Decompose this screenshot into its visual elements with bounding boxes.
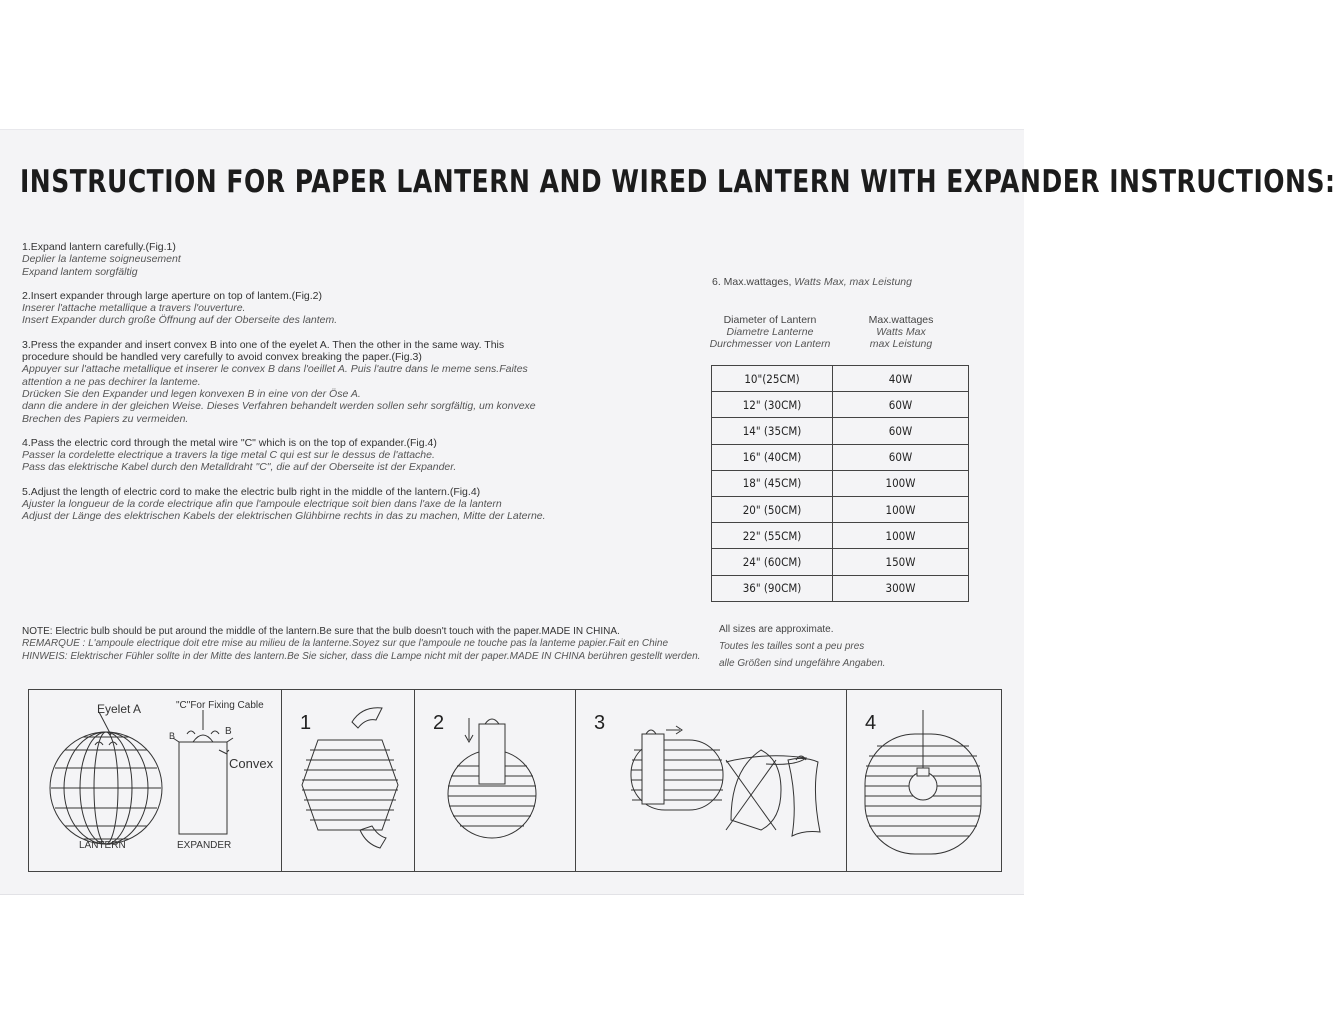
figures-strip <box>28 689 1002 872</box>
max-wattage-cell: 300W <box>833 575 969 601</box>
step-5-de: Adjust der Länge des elektrischen Kabels der elektrischen Glühbirne rechts in das zu machen, Mitte der Laterne. <box>22 510 546 523</box>
fixing-cable-label: "C"For Fixing Cable <box>176 700 264 711</box>
max-wattage-cell: 100W <box>833 496 969 522</box>
wattage-heading-plain: 6. Max.wattages, <box>712 276 795 288</box>
step-5-fr: Ajuster la longueur de la corde electrique afin que l'ampoule electrique soit bien dans l'axe de la lantern <box>22 498 502 511</box>
figure-1 <box>282 690 415 871</box>
max-wattage-cell: 100W <box>833 470 969 496</box>
step-1-fr: Deplier la lanteme soigneusement <box>22 253 181 266</box>
lantern-size-cell: 16" (40CM) <box>712 444 833 470</box>
wattage-row <box>712 392 969 418</box>
step-2-fr: Inserer l'attache metallique a travers l'ouverture. <box>22 302 246 315</box>
wattage-row <box>712 523 969 549</box>
wattage-heading <box>712 276 912 288</box>
step-4-en: 4.Pass the electric cord through the metal wire "C" which is on the top of expander.(Fig.4) <box>22 436 437 449</box>
figure-1-number: 1 <box>300 712 312 734</box>
wattage-row <box>712 366 969 392</box>
max-wattage-cell: 100W <box>833 523 969 549</box>
sizes-de: alle Größen sind ungefähre Angaben. <box>719 658 886 669</box>
figure-parts <box>29 690 282 871</box>
col2-de: max Leistung <box>869 338 933 350</box>
figure-2 <box>415 690 576 871</box>
max-wattage-cell: 60W <box>833 444 969 470</box>
step-3-en-line2: procedure should be handled very carefully to avoid convex breaking the paper.(Fig.3) <box>22 351 422 364</box>
step-3-fr-line2: attention a ne pas dechirer la lanteme. <box>22 375 201 388</box>
wattage-heading-italic: Watts Max, max Leistung <box>794 276 912 288</box>
wattage-row <box>712 549 969 575</box>
note-block <box>22 626 700 663</box>
lantern-size-cell: 20" (50CM) <box>712 496 833 522</box>
lantern-size-cell: 36" (90CM) <box>712 575 833 601</box>
wattage-row <box>712 418 969 444</box>
lantern-size-cell: 12" (30CM) <box>712 392 833 418</box>
max-wattage-cell: 150W <box>833 549 969 575</box>
col1-de: Durchmesser von Lantern <box>709 338 831 350</box>
col2-en: Max.wattages <box>868 314 934 326</box>
col1-en: Diameter of Lantern <box>723 314 817 326</box>
wattage-row <box>712 496 969 522</box>
lantern-size-cell: 24" (60CM) <box>712 549 833 575</box>
lantern-size-cell: 22" (55CM) <box>712 523 833 549</box>
note-de: HINWEIS: Elektrischer Fühler sollte in der Mitte des lantern.Be Sie sicher, dass die Lampe nicht mit der paper.MADE IN CHINA berühren gestellt werden. <box>22 650 701 662</box>
step-3-fr-line1: Appuyer sur l'attache metallique et inserer le convex B dans l'oeillet A. Puis l'autre dans le meme sens.Faites <box>22 363 528 376</box>
eyelet-label: Eyelet A <box>97 702 142 716</box>
column-header-diameter <box>706 314 834 350</box>
figure-2-number: 2 <box>433 712 445 734</box>
step-3-de-line2: dann die andere in der gleichen Weise. Dieses Verfahren behandelt werden sollen sehr sorgfältig, um konvexe <box>22 400 536 413</box>
lantern-size-cell: 14" (35CM) <box>712 418 833 444</box>
column-header-wattage <box>843 314 959 350</box>
sizes-fr: Toutes les tailles sont a peu pres <box>719 641 865 652</box>
max-wattage-cell: 60W <box>833 418 969 444</box>
wattage-row <box>712 575 969 601</box>
wattage-row <box>712 444 969 470</box>
step-3-en-line1: 3.Press the expander and insert convex B into one of the eyelet A. Then the other in the same way. This <box>22 338 505 351</box>
step-3-de-line3: Brechen des Papiers zu vermeiden. <box>22 412 189 425</box>
wattage-row <box>712 470 969 496</box>
figure-3-number: 3 <box>594 712 606 734</box>
figure-4 <box>847 690 1001 871</box>
step-3 <box>22 339 702 425</box>
step-2-de: Insert Expander durch große Öffnung auf der Oberseite des lantem. <box>22 314 338 327</box>
b-right-label: B <box>225 726 232 737</box>
lantern-label: LANTERN <box>79 840 126 851</box>
step-5-en: 5.Adjust the length of electric cord to make the electric bulb right in the middle of the lantern.(Fig.4) <box>22 485 481 498</box>
step-2-en: 2.Insert expander through large aperture on top of lantem.(Fig.2) <box>22 289 323 302</box>
sizes-en: All sizes are approximate. <box>719 624 834 635</box>
expander-label: EXPANDER <box>177 840 232 851</box>
step-1 <box>22 241 702 278</box>
step-1-de: Expand lantem sorgfältig <box>22 265 138 278</box>
note-fr: REMARQUE : L'ampoule electrique doit etre mise au milieu de la lanterne.Soyez sur que l'ampoule ne touche pas la lanteme papier.Fait en Chine <box>22 638 669 650</box>
step-4-fr: Passer la cordelette electrique a travers la tige metal C qui est sur le dessus de l'attache. <box>22 449 435 462</box>
max-wattage-cell: 40W <box>833 366 969 392</box>
step-4 <box>22 437 702 474</box>
convex-label: Convex <box>229 756 274 771</box>
note-en: NOTE: Electric bulb should be put around the middle of the lantern.Be sure that the bulb doesn't touch with the paper.MADE IN CHINA. <box>22 626 620 637</box>
wattage-table <box>711 365 969 602</box>
step-4-de: Pass das elektrische Kabel durch den Metalldraht "C", die auf der Oberseite ist der Expander. <box>22 461 457 474</box>
parts-illustration <box>29 690 281 871</box>
max-wattage-cell: 60W <box>833 392 969 418</box>
steps-list <box>22 241 702 535</box>
page-title: INSTRUCTION FOR PAPER LANTERN AND WIRED LANTERN WITH EXPANDER INSTRUCTIONS: <box>20 163 1335 200</box>
col2-fr: Watts Max <box>876 326 926 338</box>
figure-3 <box>576 690 847 871</box>
step-2 <box>22 290 702 327</box>
figure-4-number: 4 <box>865 712 877 734</box>
lantern-size-cell: 10"(25CM) <box>712 366 833 392</box>
sizes-note <box>719 621 885 672</box>
b-left-label: B <box>169 731 176 741</box>
step-3-de-line1: Drücken Sie den Expander und legen konvexen B in eine von der Öse A. <box>22 387 361 400</box>
lantern-size-cell: 18" (45CM) <box>712 470 833 496</box>
col1-fr: Diametre Lanterne <box>726 326 814 338</box>
step-5 <box>22 486 702 523</box>
step-1-en: 1.Expand lantern carefully.(Fig.1) <box>22 241 176 253</box>
insert-convex-illustration <box>576 690 846 871</box>
